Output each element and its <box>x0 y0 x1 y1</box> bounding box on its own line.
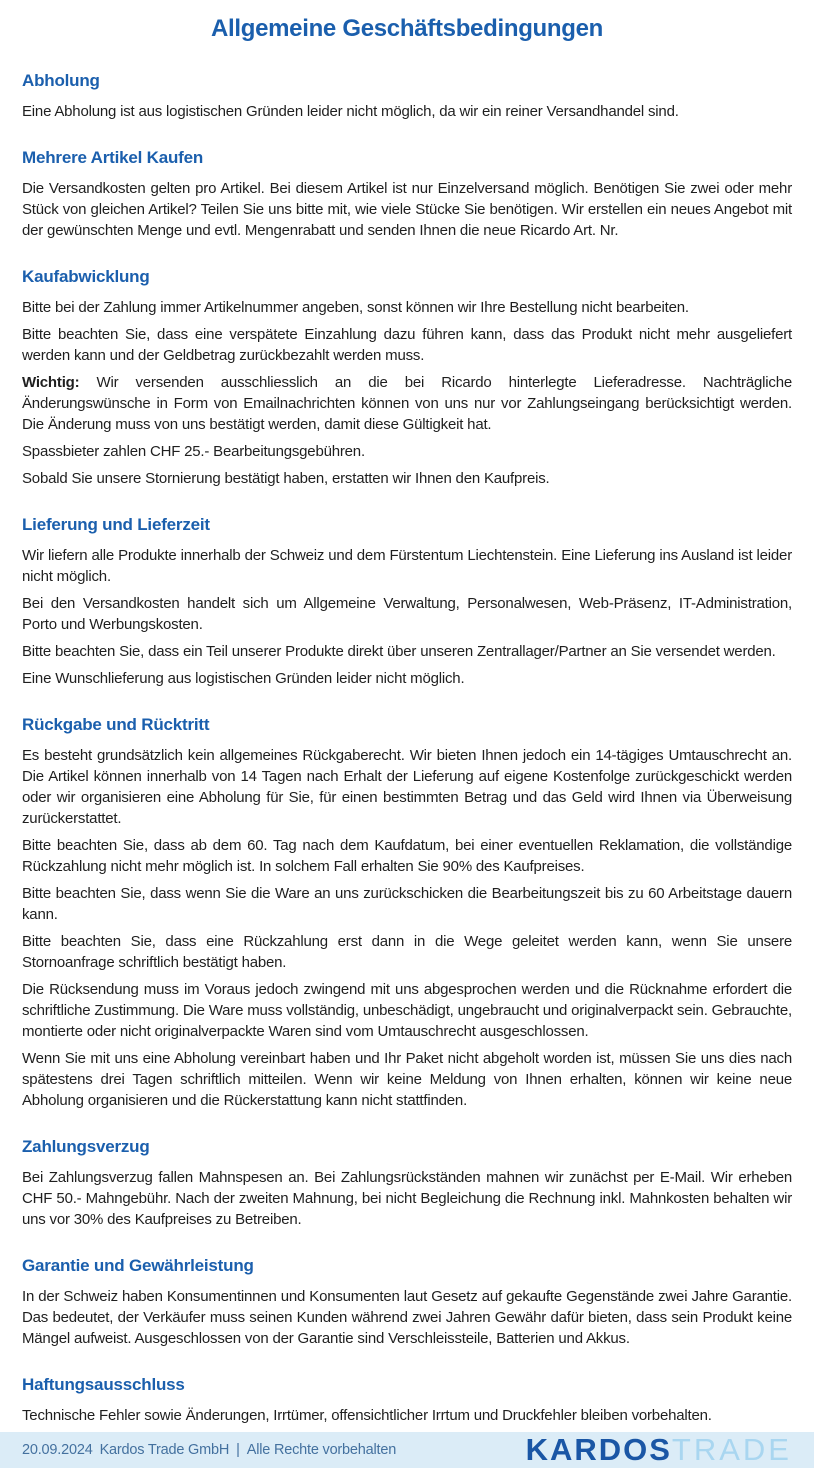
section-heading: Abholung <box>22 71 100 90</box>
logo-text-kardos: KARDOS <box>525 1432 672 1467</box>
paragraph: Technische Fehler sowie Änderungen, Irrtümer, offensichtlicher Irrtum und Druckfehler bleiben vorbehalten. <box>22 1407 712 1424</box>
paragraph: Bitte beachten Sie, dass ab dem 60. Tag nach dem Kaufdatum, bei einer eventuellen Reklamation, die vollständige Rückzahlung nicht mehr möglich ist. In solchem Fall erhalten Sie 90% des Kaufpreises. <box>22 837 792 875</box>
logo-text-trade: TRADE <box>671 1432 792 1467</box>
paragraph: Wichtig: Wir versenden ausschliesslich an die bei Ricardo hinterlegte Lieferadresse. Nachträgliche Änderungswünsche in Form von Emailnachrichten können von uns nur vor Zahlungseingang berücksichtigt werden. Die Änderung muss von uns bestätigt werden, damit diese Gültigkeit hat. <box>22 374 792 433</box>
kardos-trade-logo <box>526 1432 792 1468</box>
paragraph: Spassbieter zahlen CHF 25.- Bearbeitungsgebühren. <box>22 443 365 460</box>
paragraph: Wenn Sie mit uns eine Abholung vereinbart haben und Ihr Paket nicht abgeholt worden ist, müssen Sie uns dies nach spätestens drei Tagen schriftlich mitteilen. Wenn wir keine Meldung von Ihnen erhalten, können wir keine neue Abholung organisieren und die Rückerstattung kann nicht stattfinden. <box>22 1050 792 1109</box>
paragraph: Die Versandkosten gelten pro Artikel. Bei diesem Artikel ist nur Einzelversand möglich. Benötigen Sie zwei oder mehr Stück von gleichen Artikel? Teilen Sie uns bitte mit, wie viele Stücke Sie benötigen. Wir erstellen ein neues Angebot mit der gewünschten Menge und evtl. Mengenrabatt und senden Ihnen die neue Ricardo Art. Nr. <box>22 180 792 239</box>
paragraph: Eine Wunschlieferung aus logistischen Gründen leider nicht möglich. <box>22 670 465 687</box>
paragraph: Bei den Versandkosten handelt sich um Allgemeine Verwaltung, Personalwesen, Web-Präsenz, IT-Administration, Porto und Werbungskosten. <box>22 595 792 633</box>
paragraph: Bitte beachten Sie, dass eine verspätete Einzahlung dazu führen kann, dass das Produkt nicht mehr ausgeliefert werden kann und der Geldbetrag zurückbezahlt werden muss. <box>22 326 792 364</box>
section-heading: Haftungsausschluss <box>22 1375 185 1394</box>
paragraph: In der Schweiz haben Konsumentinnen und Konsumenten laut Gesetz auf gekaufte Gegenstände zwei Jahre Garantie. Das bedeutet, der Verkäufer muss seinen Kunden während zwei Jahren Gewähr dafür bieten, dass sein Produkt keine Mängel aufweist. Ausgeschlossen von der Garantie sind Verschleissteile, Batterien und Akkus. <box>22 1288 792 1347</box>
footer-rights: Alle Rechte vorbehalten <box>246 1442 397 1458</box>
paragraph: Bitte bei der Zahlung immer Artikelnummer angeben, sonst können wir Ihre Bestellung nicht bearbeiten. <box>22 299 689 316</box>
footer-company: Kardos Trade GmbH <box>99 1442 230 1458</box>
footer-info <box>22 1442 396 1458</box>
section-heading: Garantie und Gewährleistung <box>22 1256 254 1275</box>
paragraph: Bei Zahlungsverzug fallen Mahnspesen an. Bei Zahlungsrückständen mahnen wir zunächst per E-Mail. Wir erheben CHF 50.- Mahngebühr. Nach der zweiten Mahnung, bei nicht Begleichung die Rechnung inkl. Mahnkosten behalten wir uns vor 30% des Kaufpreises zu Betreiben. <box>22 1169 792 1228</box>
paragraph: Die Rücksendung muss im Voraus jedoch zwingend mit uns abgesprochen werden und die Rücknahme erfordert die schriftliche Zustimmung. Die Ware muss vollständig, unbeschädigt, ungebraucht und originalverpackt sein. Gebrauchte, montierte oder nicht originalverpackte Waren sind vom Umtauschrecht ausgeschlossen. <box>22 981 792 1040</box>
paragraph: Bitte beachten Sie, dass wenn Sie die Ware an uns zurückschicken die Bearbeitungszeit bis zu 60 Arbeitstage dauern kann. <box>22 885 792 923</box>
section-heading: Mehrere Artikel Kaufen <box>22 148 204 167</box>
paragraph: Bitte beachten Sie, dass ein Teil unserer Produkte direkt über unseren Zentrallager/Partner an Sie versendet werden. <box>22 643 776 660</box>
section-heading: Rückgabe und Rücktritt <box>22 715 210 734</box>
page-title: Allgemeine Geschäftsbedingungen <box>210 15 604 42</box>
paragraph-bold-prefix: Wichtig: <box>22 374 80 391</box>
paragraph: Es besteht grundsätzlich kein allgemeines Rückgaberecht. Wir bieten Ihnen jedoch ein 14-tägiges Umtauschrecht an. Die Artikel können innerhalb von 14 Tagen nach Erhalt der Lieferung auf eigene Kostenfolge zurückgeschickt werden oder wir organisieren eine Abholung für Sie, für einen bestimmten Betrag und das Geld wird Ihnen via Überweisung zurückerstattet. <box>22 747 792 827</box>
footer <box>0 1432 814 1468</box>
section-heading: Kaufabwicklung <box>22 267 150 286</box>
footer-separator: | <box>236 1442 240 1458</box>
paragraph: Wir liefern alle Produkte innerhalb der Schweiz und dem Fürstentum Liechtenstein. Eine Lieferung ins Ausland ist leider nicht möglich. <box>22 547 792 585</box>
paragraph: Eine Abholung ist aus logistischen Gründen leider nicht möglich, da wir ein reiner Versandhandel sind. <box>22 103 679 120</box>
paragraph: Bitte beachten Sie, dass eine Rückzahlung erst dann in die Wege geleitet werden kann, wenn Sie unsere Stornoanfrage schriftlich bestätigt haben. <box>22 933 792 971</box>
section-heading: Zahlungsverzug <box>22 1137 150 1156</box>
section-heading: Lieferung und Lieferzeit <box>22 515 210 534</box>
footer-date: 20.09.2024 <box>22 1442 93 1458</box>
paragraph: Sobald Sie unsere Stornierung bestätigt haben, erstatten wir Ihnen den Kaufpreis. <box>22 470 550 487</box>
terms-content <box>0 45 814 1432</box>
